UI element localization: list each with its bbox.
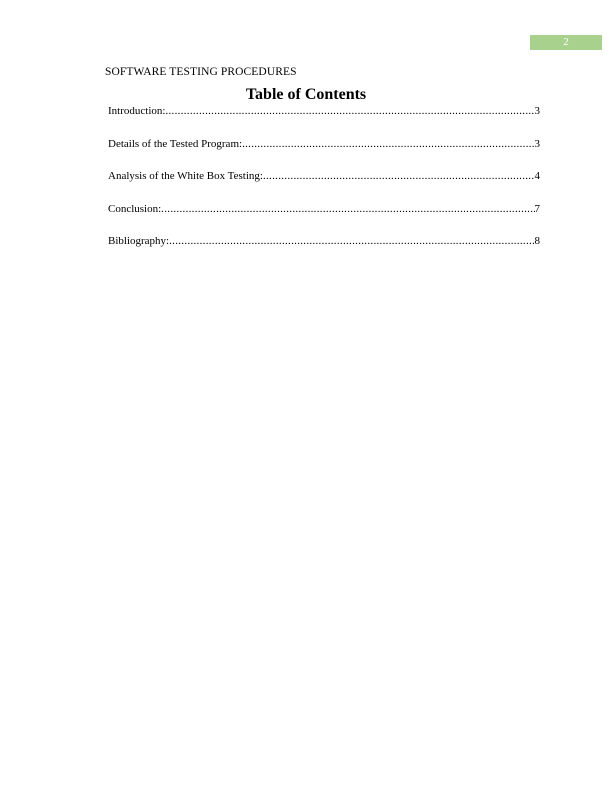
toc-entry-label: Bibliography: [108,235,170,247]
toc-dot-leader [161,202,534,216]
toc-entry-introduction[interactable] [108,104,540,137]
toc-dot-leader [242,137,534,151]
toc-entry-white-box-analysis[interactable] [108,169,540,202]
page-number: 2 [530,35,602,50]
toc-entry-label: Introduction: [108,105,166,117]
toc-entry-label: Details of the Tested Program: [108,137,243,150]
toc-dot-leader [165,104,534,118]
toc-entry-details-of-tested-program[interactable] [108,137,540,170]
toc-entry-page: 3 [534,137,540,150]
running-head: SOFTWARE TESTING PROCEDURES [105,66,297,78]
toc-entry-page: 3 [534,105,540,117]
toc-entry-page: 8 [534,235,540,247]
toc-dot-leader [263,169,535,183]
toc-entry-bibliography[interactable] [108,234,540,267]
toc-entry-conclusion[interactable] [108,202,540,235]
table-of-contents [108,104,540,267]
toc-entry-page: 7 [534,202,540,215]
toc-dot-leader [169,234,534,248]
toc-entry-label: Conclusion: [108,202,162,215]
toc-title: Table of Contents [245,86,367,103]
toc-entry-label: Analysis of the White Box Testing: [108,170,263,182]
toc-entry-page: 4 [534,170,540,182]
